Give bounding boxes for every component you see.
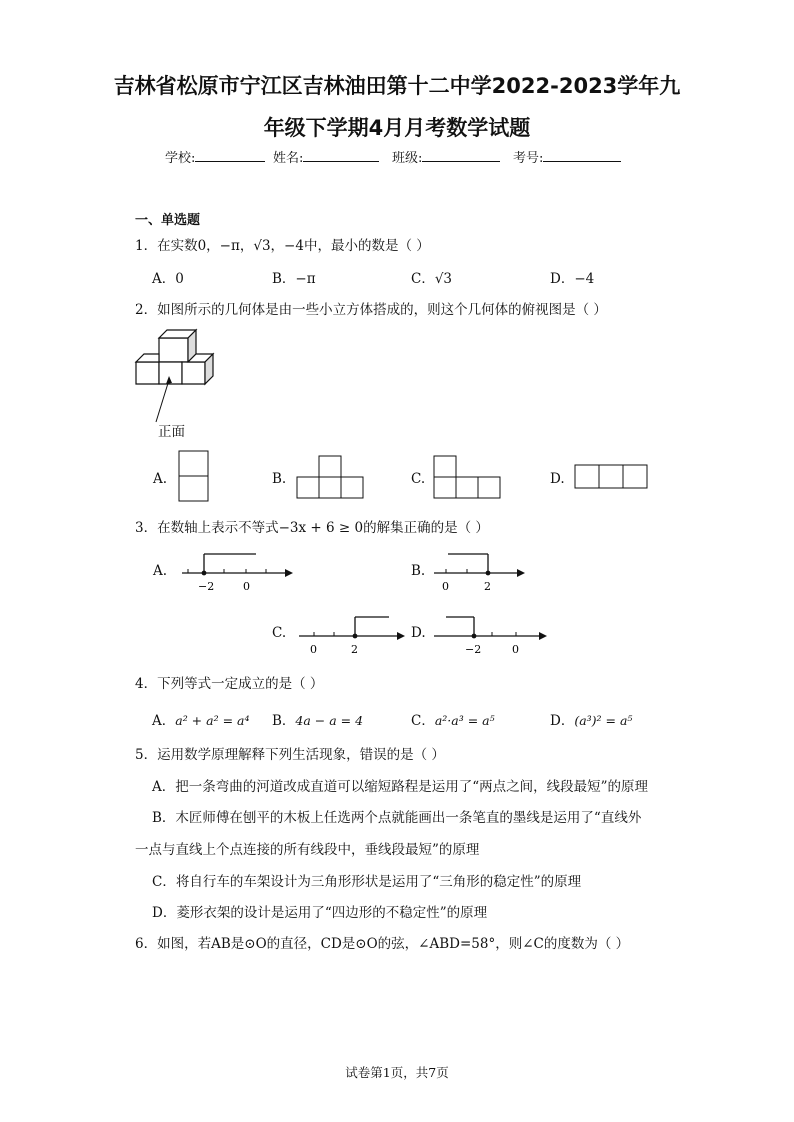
info-school-label: 学校: <box>165 151 196 166</box>
q5-option-b-line1[interactable]: B．木匠师傅在刨平的木板上任选两个点就能画出一条笔直的墨线是运用了“直线外 <box>152 810 642 826</box>
q3-option-d[interactable]: D. <box>411 625 426 641</box>
q3d-label-0: 0 <box>512 643 519 656</box>
q3d-label-neg2: −2 <box>465 643 482 656</box>
info-number <box>513 147 621 166</box>
q3a-label-neg2: −2 <box>198 580 215 593</box>
q5-option-a[interactable]: A．把一条弯曲的河道改成直道可以缩短路程是运用了“两点之间，线段最短”的原理 <box>152 779 649 795</box>
q4-option-a[interactable] <box>152 709 249 729</box>
question-2-stem: 2．如图所示的几何体是由一些小立方体搭成的，则这个几何体的俯视图是（ ） <box>135 302 607 318</box>
info-name <box>273 147 379 166</box>
q4-option-d[interactable] <box>550 709 632 729</box>
q2-option-d-figure <box>574 464 650 491</box>
q1-option-a[interactable]: A．0 <box>152 271 184 287</box>
q2-option-a-figure <box>178 450 210 504</box>
page-footer: 试卷第1页，共7页 <box>345 1065 449 1080</box>
page-title-line-2: 年级下学期4月月考数学试题 <box>263 116 531 140</box>
question-3-stem: 3．在数轴上表示不等式−3x + 6 ≥ 0的解集正确的是（ ） <box>135 520 489 536</box>
info-class <box>392 147 500 166</box>
q4-option-c-expr: a²·a³ = a⁵ <box>434 713 495 728</box>
q2-option-c-figure <box>433 455 503 500</box>
q3b-label-0: 0 <box>442 580 449 593</box>
question-6-stem: 6．如图，若AB是⊙O的直径，CD是⊙O的弦，∠ABD=58°，则∠C的度数为（ ） <box>135 936 630 952</box>
q4-option-c-label: C． <box>411 713 435 729</box>
info-class-label: 班级: <box>392 151 423 166</box>
q3-option-c[interactable]: C. <box>272 625 287 641</box>
q5-option-d[interactable]: D．菱形衣架的设计是运用了“四边形的不稳定性”的原理 <box>152 905 488 921</box>
section-heading: 一、单选题 <box>135 213 201 228</box>
school-blank[interactable] <box>195 149 265 162</box>
q4-option-d-label: D． <box>550 713 575 729</box>
q1-option-c[interactable]: C．√3 <box>411 271 453 287</box>
question-1-stem: 1．在实数0，−π，√3，−4中，最小的数是（ ） <box>135 238 430 254</box>
name-blank[interactable] <box>303 149 379 162</box>
question-5-stem: 5．运用数学原理解释下列生活现象，错误的是（ ） <box>135 747 445 763</box>
q2-option-b-figure <box>296 455 366 500</box>
q4-option-c[interactable] <box>411 709 495 729</box>
q3c-label-0: 0 <box>310 643 317 656</box>
q4-option-b-label: B． <box>272 713 296 729</box>
q1-option-d[interactable]: D．−4 <box>550 271 595 287</box>
front-view-label: 正面 <box>158 424 185 440</box>
q4-option-a-label: A． <box>152 713 176 729</box>
info-name-label: 姓名: <box>273 151 304 166</box>
question-4-stem: 4．下列等式一定成立的是（ ） <box>135 676 324 692</box>
q3-option-d-number-line <box>432 611 550 659</box>
q3a-label-0: 0 <box>243 580 250 593</box>
q3-option-b[interactable]: B. <box>411 563 426 579</box>
q2-option-a[interactable]: A. <box>153 471 168 487</box>
q1-option-b[interactable]: B．−π <box>272 271 316 287</box>
q2-option-d[interactable]: D. <box>550 471 565 487</box>
info-school <box>165 147 265 166</box>
q3c-label-2: 2 <box>351 643 358 656</box>
q4-option-d-expr: (a³)² = a⁵ <box>574 713 633 728</box>
q5-option-c[interactable]: C．将自行车的车架设计为三角形形状是运用了“三角形的稳定性”的原理 <box>152 874 582 890</box>
q3-option-c-number-line <box>297 611 407 659</box>
q4-option-b[interactable] <box>272 709 363 729</box>
q3b-label-2: 2 <box>484 580 491 593</box>
class-blank[interactable] <box>422 149 500 162</box>
number-blank[interactable] <box>543 149 621 162</box>
q2-option-c[interactable]: C. <box>411 471 426 487</box>
page-title-line-1: 吉林省松原市宁江区吉林油田第十二中学2022-2023学年九 <box>113 74 681 98</box>
q4-option-b-expr: 4a − a = 4 <box>295 713 364 728</box>
q2-option-b[interactable]: B. <box>272 471 287 487</box>
q3-option-b-number-line <box>432 548 527 596</box>
info-number-label: 考号: <box>513 151 544 166</box>
q4-option-a-expr: a² + a² = a⁴ <box>175 713 250 728</box>
q3-option-a[interactable]: A. <box>153 563 168 579</box>
q5-option-b-line2: 一点与直线上个点连接的所有线段中，垂线段最短”的原理 <box>135 842 480 858</box>
q3-option-a-number-line <box>180 548 295 596</box>
